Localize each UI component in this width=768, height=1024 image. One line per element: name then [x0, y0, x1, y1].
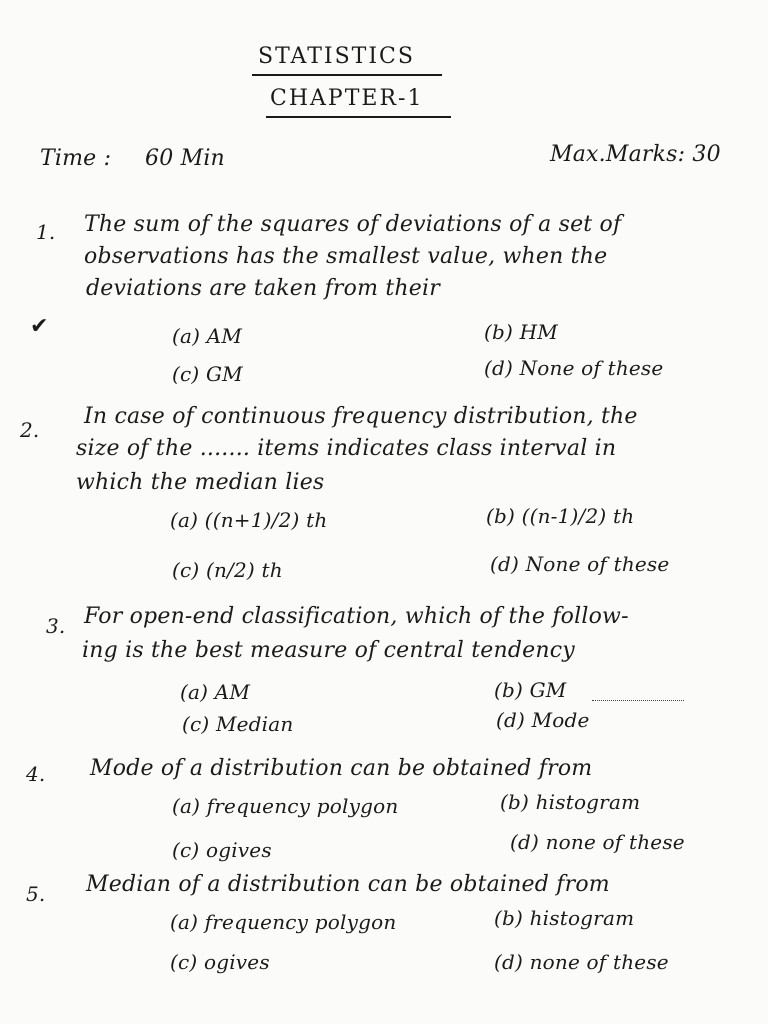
chapter-title: CHAPTER-1: [270, 86, 424, 111]
option-b: (b) GM: [494, 678, 567, 702]
dotted-line: [592, 700, 684, 701]
option-d: (d) none of these: [494, 950, 669, 974]
time-label: Time :: [40, 146, 112, 171]
option-a: (a) AM: [180, 680, 251, 704]
option-b: (b) HM: [484, 320, 558, 344]
time-value: 60 Min: [145, 146, 225, 171]
option-a: (a) frequency polygon: [170, 910, 397, 934]
option-c: (c) ogives: [172, 838, 272, 862]
option-c: (c) Median: [182, 712, 294, 736]
question-line: observations has the smallest value, when the: [84, 244, 608, 269]
chapter-underline: [266, 116, 451, 118]
question-number: 2.: [20, 418, 40, 442]
question-line: Mode of a distribution can be obtained from: [90, 756, 593, 781]
option-b: (b) ((n-1)/2) th: [486, 504, 635, 528]
subject-underline: [252, 74, 442, 76]
option-c: (c) GM: [172, 362, 243, 386]
option-b: (b) histogram: [494, 906, 635, 930]
subject-title: STATISTICS: [258, 44, 415, 69]
option-d: (d) None of these: [484, 356, 664, 380]
option-b: (b) histogram: [500, 790, 641, 814]
option-a: (a) AM: [172, 324, 243, 348]
question-line: For open-end classification, which of the follow-: [84, 604, 629, 629]
option-a: (a) ((n+1)/2) th: [170, 508, 328, 532]
max-marks: Max.Marks: 30: [550, 142, 721, 167]
option-d: (d) Mode: [496, 708, 590, 732]
option-c: (c) (n/2) th: [172, 558, 283, 582]
question-line: deviations are taken from their: [86, 276, 440, 301]
question-number: 4.: [26, 762, 46, 786]
question-line: ing is the best measure of central tendency: [82, 638, 575, 663]
question-number: 5.: [26, 882, 46, 906]
tick-mark-icon: ✔: [30, 314, 49, 339]
option-d: (d) None of these: [490, 552, 670, 576]
question-line: In case of continuous frequency distribution, the: [84, 404, 638, 429]
question-line: size of the ....... items indicates class interval in: [76, 436, 617, 461]
question-number: 1.: [36, 220, 56, 244]
option-a: (a) frequency polygon: [172, 794, 399, 818]
option-d: (d) none of these: [510, 830, 685, 854]
question-line: The sum of the squares of deviations of a set of: [84, 212, 622, 237]
option-c: (c) ogives: [170, 950, 270, 974]
question-line: which the median lies: [76, 470, 325, 495]
question-number: 3.: [46, 614, 66, 638]
question-line: Median of a distribution can be obtained from: [86, 872, 610, 897]
